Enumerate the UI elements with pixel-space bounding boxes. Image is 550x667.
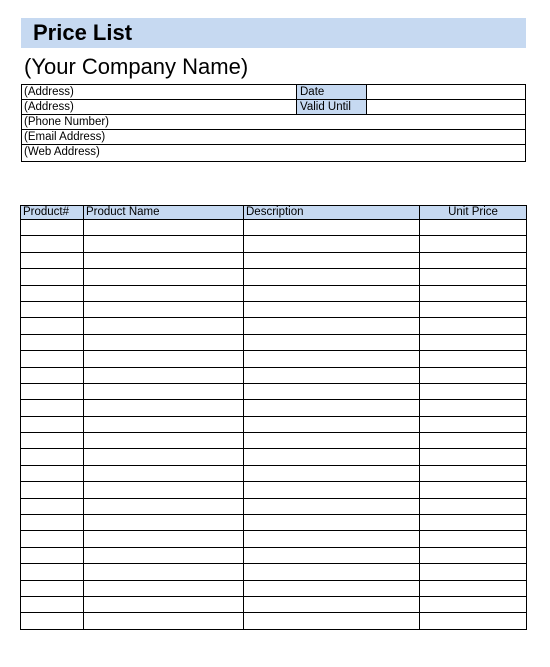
description-cell[interactable] [244, 547, 420, 563]
table-row [21, 465, 527, 481]
unit-price-cell[interactable] [420, 220, 527, 236]
product-name-cell[interactable] [84, 449, 244, 465]
unit-price-cell[interactable] [420, 580, 527, 596]
unit-price-cell[interactable] [420, 465, 527, 481]
info-row-phone [22, 115, 525, 130]
product-number-cell[interactable] [21, 301, 84, 317]
product-number-cell[interactable] [21, 220, 84, 236]
table-row [21, 285, 527, 301]
unit-price-cell[interactable] [420, 433, 527, 449]
table-body [21, 220, 527, 630]
description-cell[interactable] [244, 334, 420, 350]
product-name-cell[interactable] [84, 269, 244, 285]
product-name-cell[interactable] [84, 351, 244, 367]
table-row [21, 269, 527, 285]
product-number-cell[interactable] [21, 596, 84, 612]
description-cell[interactable] [244, 236, 420, 252]
table-row [21, 596, 527, 612]
description-cell[interactable] [244, 498, 420, 514]
product-number-cell[interactable] [21, 547, 84, 563]
unit-price-cell[interactable] [420, 252, 527, 268]
table-row [21, 236, 527, 252]
product-name-cell[interactable] [84, 465, 244, 481]
description-cell[interactable] [244, 433, 420, 449]
product-name-cell[interactable] [84, 564, 244, 580]
table-row [21, 367, 527, 383]
product-name-cell[interactable] [84, 400, 244, 416]
company-info-block [21, 84, 526, 162]
product-number-cell[interactable] [21, 498, 84, 514]
table-row [21, 580, 527, 596]
web-address[interactable]: (Web Address) [24, 146, 100, 158]
product-name-cell[interactable] [84, 433, 244, 449]
description-cell[interactable] [244, 482, 420, 498]
column-header-unit-price: Unit Price [420, 206, 527, 220]
description-cell[interactable] [244, 580, 420, 596]
table-row [21, 449, 527, 465]
product-number-cell[interactable] [21, 433, 84, 449]
unit-price-cell[interactable] [420, 564, 527, 580]
table-header-row [21, 206, 527, 220]
unit-price-cell[interactable] [420, 416, 527, 432]
product-name-cell[interactable] [84, 580, 244, 596]
title-bar [21, 18, 526, 48]
product-number-cell[interactable] [21, 236, 84, 252]
product-name-cell[interactable] [84, 367, 244, 383]
product-number-cell[interactable] [21, 367, 84, 383]
table-row [21, 564, 527, 580]
product-name-cell[interactable] [84, 220, 244, 236]
column-header-description: Description [244, 206, 420, 220]
date-label: Date [300, 86, 325, 98]
table-row [21, 515, 527, 531]
table-row [21, 416, 527, 432]
unit-price-cell[interactable] [420, 351, 527, 367]
table-row [21, 301, 527, 317]
page-title: Price List [33, 20, 133, 45]
unit-price-cell[interactable] [420, 334, 527, 350]
column-header-product-name: Product Name [84, 206, 244, 220]
product-number-cell[interactable] [21, 580, 84, 596]
unit-price-cell[interactable] [420, 498, 527, 514]
product-number-cell[interactable] [21, 416, 84, 432]
unit-price-cell[interactable] [420, 285, 527, 301]
product-name-cell[interactable] [84, 334, 244, 350]
product-number-cell[interactable] [21, 269, 84, 285]
product-name-cell[interactable] [84, 515, 244, 531]
unit-price-cell[interactable] [420, 318, 527, 334]
table-row [21, 531, 527, 547]
description-cell[interactable] [244, 252, 420, 268]
address-line-2[interactable]: (Address) [24, 101, 74, 113]
product-number-cell[interactable] [21, 515, 84, 531]
product-number-cell[interactable] [21, 351, 84, 367]
description-cell[interactable] [244, 318, 420, 334]
description-cell[interactable] [244, 564, 420, 580]
unit-price-cell[interactable] [420, 367, 527, 383]
unit-price-cell[interactable] [420, 613, 527, 629]
product-name-cell[interactable] [84, 252, 244, 268]
product-number-cell[interactable] [21, 334, 84, 350]
product-number-cell[interactable] [21, 613, 84, 629]
product-name-cell[interactable] [84, 416, 244, 432]
table-row [21, 482, 527, 498]
table-row [21, 252, 527, 268]
product-number-cell[interactable] [21, 465, 84, 481]
table-row [21, 334, 527, 350]
unit-price-cell[interactable] [420, 269, 527, 285]
company-name[interactable]: (Your Company Name) [24, 54, 249, 79]
table-row [21, 383, 527, 399]
info-row-web [22, 145, 525, 161]
valid-until-label: Valid Until [300, 101, 351, 113]
table-row [21, 318, 527, 334]
product-name-cell[interactable] [84, 318, 244, 334]
unit-price-cell[interactable] [420, 236, 527, 252]
email-address[interactable]: (Email Address) [24, 131, 106, 143]
description-cell[interactable] [244, 285, 420, 301]
description-cell[interactable] [244, 351, 420, 367]
table-row [21, 351, 527, 367]
product-number-cell[interactable] [21, 531, 84, 547]
description-cell[interactable] [244, 400, 420, 416]
info-row-address-1 [22, 85, 525, 100]
product-name-cell[interactable] [84, 547, 244, 563]
unit-price-cell[interactable] [420, 449, 527, 465]
product-name-cell[interactable] [84, 236, 244, 252]
description-cell[interactable] [244, 383, 420, 399]
table-row [21, 613, 527, 629]
table-row [21, 547, 527, 563]
product-name-cell[interactable] [84, 482, 244, 498]
unit-price-cell[interactable] [420, 596, 527, 612]
product-number-cell[interactable] [21, 564, 84, 580]
product-number-cell[interactable] [21, 400, 84, 416]
unit-price-cell[interactable] [420, 383, 527, 399]
product-name-cell[interactable] [84, 531, 244, 547]
price-table [20, 205, 527, 630]
unit-price-cell[interactable] [420, 482, 527, 498]
product-number-cell[interactable] [21, 252, 84, 268]
unit-price-cell[interactable] [420, 400, 527, 416]
unit-price-cell[interactable] [420, 547, 527, 563]
product-name-cell[interactable] [84, 285, 244, 301]
description-cell[interactable] [244, 269, 420, 285]
unit-price-cell[interactable] [420, 531, 527, 547]
unit-price-cell[interactable] [420, 301, 527, 317]
description-cell[interactable] [244, 613, 420, 629]
description-cell[interactable] [244, 220, 420, 236]
info-row-email [22, 130, 525, 145]
product-number-cell[interactable] [21, 285, 84, 301]
date-label-cell [296, 85, 367, 99]
column-header-product-number: Product# [21, 206, 84, 220]
description-cell[interactable] [244, 416, 420, 432]
description-cell[interactable] [244, 531, 420, 547]
product-name-cell[interactable] [84, 383, 244, 399]
product-name-cell[interactable] [84, 301, 244, 317]
product-number-cell[interactable] [21, 383, 84, 399]
info-row-address-2 [22, 100, 525, 115]
unit-price-cell[interactable] [420, 515, 527, 531]
product-number-cell[interactable] [21, 318, 84, 334]
description-cell[interactable] [244, 596, 420, 612]
table-row [21, 433, 527, 449]
phone-number[interactable]: (Phone Number) [24, 116, 110, 128]
table-row [21, 220, 527, 236]
description-cell[interactable] [244, 465, 420, 481]
table-row [21, 498, 527, 514]
table-row [21, 400, 527, 416]
valid-until-label-cell [296, 100, 367, 114]
product-name-cell[interactable] [84, 613, 244, 629]
description-cell[interactable] [244, 515, 420, 531]
product-number-cell[interactable] [21, 449, 84, 465]
description-cell[interactable] [244, 367, 420, 383]
address-line-1[interactable]: (Address) [24, 86, 74, 98]
product-name-cell[interactable] [84, 498, 244, 514]
description-cell[interactable] [244, 449, 420, 465]
description-cell[interactable] [244, 301, 420, 317]
product-number-cell[interactable] [21, 482, 84, 498]
product-name-cell[interactable] [84, 596, 244, 612]
